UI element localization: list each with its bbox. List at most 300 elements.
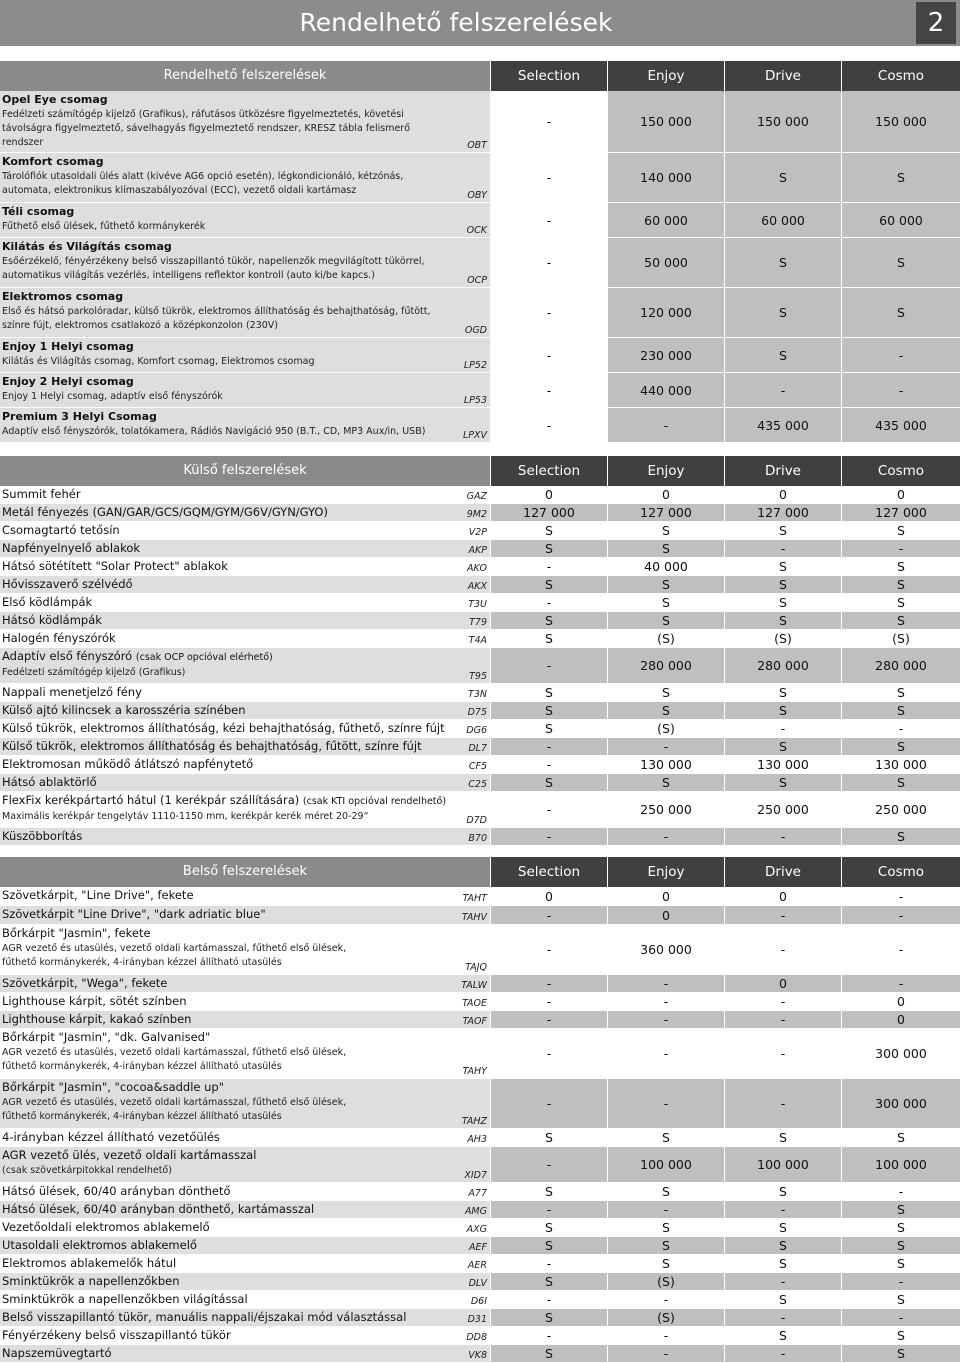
option-code: V2P bbox=[468, 527, 487, 538]
value-cell-cosmo: S bbox=[841, 288, 960, 338]
option-code: TAOE bbox=[462, 998, 487, 1009]
value-cell-drive: 150 000 bbox=[724, 91, 841, 153]
value-cell-cosmo: - bbox=[841, 1309, 960, 1327]
option-code: LP52 bbox=[463, 360, 487, 371]
value-cell-drive: S bbox=[724, 774, 841, 792]
section-header bbox=[0, 857, 960, 887]
value-cell-cosmo: S bbox=[841, 612, 960, 630]
row-description bbox=[0, 486, 490, 504]
value-cell-drive: S bbox=[724, 1129, 841, 1147]
section-title: Rendelhető felszerelések bbox=[0, 61, 490, 91]
option-code: T3U bbox=[468, 599, 487, 610]
item-name: Bőrkárpit "Jasmin", "cocoa&saddle up" bbox=[2, 1080, 225, 1094]
option-code: AXG bbox=[466, 1224, 487, 1235]
item-detail: Fűthető első ülések, fűthető kormánykerék bbox=[2, 221, 206, 232]
value-cell-drive: S bbox=[724, 338, 841, 373]
value-cell-cosmo: - bbox=[841, 887, 960, 906]
value-cell-selection: S bbox=[490, 522, 607, 540]
value-cell-cosmo: 0 bbox=[841, 993, 960, 1011]
value-cell-cosmo: S bbox=[841, 238, 960, 288]
item-name: Hővisszaverő szélvédő bbox=[2, 577, 133, 591]
table-row bbox=[0, 373, 960, 408]
item-name: Lighthouse kárpit, kakaó színben bbox=[2, 1012, 192, 1026]
value-cell-drive: - bbox=[724, 540, 841, 558]
table-row bbox=[0, 91, 960, 153]
value-cell-selection: - bbox=[490, 91, 607, 153]
item-name: Külső tükrök, elektromos állíthatóság, kézi behajthatóság, fűthető, színre fújt bbox=[2, 721, 445, 735]
value-cell-cosmo: S bbox=[841, 522, 960, 540]
value-cell-cosmo: - bbox=[841, 373, 960, 408]
table-row bbox=[0, 594, 960, 612]
value-cell-selection: - bbox=[490, 594, 607, 612]
value-cell-cosmo: S bbox=[841, 1201, 960, 1219]
value-cell-cosmo: 130 000 bbox=[841, 756, 960, 774]
value-cell-selection: S bbox=[490, 684, 607, 702]
option-code: XID7 bbox=[464, 1170, 487, 1181]
value-cell-enjoy: (S) bbox=[607, 1309, 724, 1327]
value-cell-selection: - bbox=[490, 338, 607, 373]
table-row bbox=[0, 1029, 960, 1079]
page-title: Rendelhető felszerelések bbox=[299, 8, 613, 37]
value-cell-enjoy: 440 000 bbox=[607, 373, 724, 408]
value-cell-drive: - bbox=[724, 1309, 841, 1327]
row-description bbox=[0, 1201, 490, 1219]
option-code: TAJQ bbox=[465, 962, 487, 973]
col-drive: Drive bbox=[724, 61, 841, 91]
value-cell-enjoy: 250 000 bbox=[607, 792, 724, 828]
row-description bbox=[0, 558, 490, 576]
value-cell-drive: S bbox=[724, 1327, 841, 1345]
col-selection: Selection bbox=[490, 61, 607, 91]
value-cell-selection: S bbox=[490, 720, 607, 738]
option-code: OBY bbox=[467, 190, 487, 201]
value-cell-cosmo: 300 000 bbox=[841, 1029, 960, 1079]
value-cell-selection: - bbox=[490, 1147, 607, 1183]
table-row bbox=[0, 792, 960, 828]
table-row bbox=[0, 906, 960, 925]
value-cell-enjoy: 120 000 bbox=[607, 288, 724, 338]
item-name: AGR vezető ülés, vezető oldali kartámasszal bbox=[2, 1148, 257, 1162]
col-cosmo: Cosmo bbox=[841, 857, 960, 887]
value-cell-enjoy: 50 000 bbox=[607, 238, 724, 288]
table-row bbox=[0, 1147, 960, 1183]
value-cell-drive: - bbox=[724, 1029, 841, 1079]
table-row bbox=[0, 288, 960, 338]
option-code: LP53 bbox=[463, 395, 487, 406]
item-detail: (csak szövetkárpitokkal rendelhető) bbox=[2, 1165, 172, 1176]
value-cell-selection: - bbox=[490, 993, 607, 1011]
page-header bbox=[0, 0, 960, 46]
value-cell-selection: - bbox=[490, 906, 607, 925]
value-cell-drive: 280 000 bbox=[724, 648, 841, 684]
value-cell-enjoy: 150 000 bbox=[607, 91, 724, 153]
table-row bbox=[0, 203, 960, 238]
value-cell-selection: S bbox=[490, 576, 607, 594]
row-description bbox=[0, 720, 490, 738]
item-name: Metál fényezés (GAN/GAR/GCS/GQM/GYM/G6V/GYN/GYO) bbox=[2, 505, 328, 519]
option-code: TAHV bbox=[461, 912, 487, 923]
item-note: (csak KTI opcióval rendelhető) bbox=[302, 796, 447, 807]
value-cell-selection: S bbox=[490, 1129, 607, 1147]
value-cell-drive: S bbox=[724, 1237, 841, 1255]
section-header bbox=[0, 456, 960, 486]
row-description bbox=[0, 1255, 490, 1273]
col-enjoy: Enjoy bbox=[607, 456, 724, 486]
col-enjoy: Enjoy bbox=[607, 857, 724, 887]
value-cell-enjoy: 130 000 bbox=[607, 756, 724, 774]
value-cell-enjoy: 40 000 bbox=[607, 558, 724, 576]
table-row bbox=[0, 684, 960, 702]
value-cell-cosmo: 280 000 bbox=[841, 648, 960, 684]
item-detail: Fedélzeti számítógép kijelző (Grafikus) bbox=[2, 667, 186, 678]
col-selection: Selection bbox=[490, 857, 607, 887]
value-cell-cosmo: S bbox=[841, 1219, 960, 1237]
value-cell-enjoy: 140 000 bbox=[607, 153, 724, 203]
item-detail: AGR vezető és utasülés, vezető oldali kartámasszal, fűthető első ülések, fűthető kormánykerék, 4-irányban kézzel állítható utasülés bbox=[2, 1097, 347, 1122]
value-cell-selection: - bbox=[490, 756, 607, 774]
table-row bbox=[0, 756, 960, 774]
interior-section bbox=[0, 857, 960, 1363]
value-cell-drive: - bbox=[724, 1201, 841, 1219]
value-cell-cosmo: S bbox=[841, 576, 960, 594]
value-cell-enjoy: - bbox=[607, 1011, 724, 1029]
value-cell-selection: S bbox=[490, 1183, 607, 1201]
table-row bbox=[0, 522, 960, 540]
option-code: T3N bbox=[468, 689, 487, 700]
value-cell-enjoy: S bbox=[607, 774, 724, 792]
table-row bbox=[0, 774, 960, 792]
table-row bbox=[0, 925, 960, 975]
option-code: AKP bbox=[468, 545, 487, 556]
value-cell-drive: S bbox=[724, 684, 841, 702]
value-cell-enjoy: 100 000 bbox=[607, 1147, 724, 1183]
value-cell-drive: S bbox=[724, 594, 841, 612]
item-note: (csak OCP opcióval elérhető) bbox=[135, 652, 273, 663]
value-cell-selection: - bbox=[490, 792, 607, 828]
value-cell-cosmo: - bbox=[841, 1183, 960, 1201]
row-description bbox=[0, 993, 490, 1011]
item-detail: Fedélzeti számítógép kijelző (Grafikus), ráfutásos ütközésre figyelmeztetés, követési távolságra figyelmeztető, sávelhagyás figyelmeztető rendszer, KRESZ tábla felismerő rendszer bbox=[2, 109, 411, 148]
packages-rows bbox=[0, 91, 960, 443]
item-name: Szövetkárpit, "Line Drive", fekete bbox=[2, 888, 194, 902]
option-code: 9M2 bbox=[466, 509, 487, 520]
item-name: Hátsó ködlámpák bbox=[2, 613, 102, 627]
option-code: T4A bbox=[468, 635, 487, 646]
row-description bbox=[0, 373, 490, 408]
item-name: Utasoldali elektromos ablakemelő bbox=[2, 1238, 197, 1252]
item-detail: Enjoy 1 Helyi csomag, adaptív első fényszórók bbox=[2, 391, 223, 402]
row-description bbox=[0, 91, 490, 153]
value-cell-drive: 127 000 bbox=[724, 504, 841, 522]
value-cell-drive: 130 000 bbox=[724, 756, 841, 774]
option-code: OCK bbox=[466, 225, 487, 236]
row-description bbox=[0, 594, 490, 612]
option-code: GAZ bbox=[466, 491, 487, 502]
item-name: Küszöbborítás bbox=[2, 829, 83, 843]
option-code: AER bbox=[467, 1260, 487, 1271]
value-cell-drive: 60 000 bbox=[724, 203, 841, 238]
value-cell-drive: (S) bbox=[724, 630, 841, 648]
value-cell-selection: - bbox=[490, 373, 607, 408]
option-code: TALW bbox=[461, 980, 487, 991]
value-cell-cosmo: - bbox=[841, 925, 960, 975]
value-cell-selection: 127 000 bbox=[490, 504, 607, 522]
option-code: DD8 bbox=[466, 1332, 487, 1343]
item-name: Külső ajtó kilincsek a karosszéria színében bbox=[2, 703, 246, 717]
value-cell-enjoy: S bbox=[607, 594, 724, 612]
value-cell-enjoy: S bbox=[607, 1255, 724, 1273]
item-detail: Adaptív első fényszórók, tolatókamera, Rádiós Navigáció 950 (B.T., CD, MP3 Aux/in, USB) bbox=[2, 426, 426, 437]
value-cell-enjoy: (S) bbox=[607, 630, 724, 648]
option-code: VK8 bbox=[468, 1350, 487, 1361]
value-cell-cosmo: - bbox=[841, 720, 960, 738]
value-cell-selection: - bbox=[490, 408, 607, 443]
value-cell-selection: S bbox=[490, 612, 607, 630]
row-description bbox=[0, 738, 490, 756]
value-cell-cosmo: - bbox=[841, 338, 960, 373]
value-cell-selection: - bbox=[490, 153, 607, 203]
option-code: DL7 bbox=[468, 743, 487, 754]
value-cell-enjoy: S bbox=[607, 612, 724, 630]
value-cell-cosmo: S bbox=[841, 702, 960, 720]
item-name: Elektromosan működő átlátszó napfénytető bbox=[2, 757, 254, 771]
value-cell-drive: S bbox=[724, 702, 841, 720]
item-name: Elektromos ablakemelők hátul bbox=[2, 1256, 177, 1270]
option-code: DLV bbox=[468, 1278, 487, 1289]
item-detail: AGR vezető és utasülés, vezető oldali kartámasszal, fűthető első ülések, fűthető kormánykerék, 4-irányban kézzel állítható utasülés bbox=[2, 943, 347, 968]
value-cell-drive: S bbox=[724, 1291, 841, 1309]
value-cell-selection: - bbox=[490, 288, 607, 338]
table-row bbox=[0, 1327, 960, 1345]
table-row bbox=[0, 1291, 960, 1309]
value-cell-selection: - bbox=[490, 1201, 607, 1219]
option-code: AEF bbox=[469, 1242, 487, 1253]
value-cell-enjoy: 60 000 bbox=[607, 203, 724, 238]
value-cell-cosmo: S bbox=[841, 738, 960, 756]
row-description bbox=[0, 975, 490, 993]
value-cell-cosmo: 127 000 bbox=[841, 504, 960, 522]
section-header bbox=[0, 61, 960, 91]
item-name: Komfort csomag bbox=[2, 155, 104, 168]
item-name: Szövetkárpit, "Wega", fekete bbox=[2, 976, 168, 990]
item-name: Adaptív első fényszóró (csak OCP opcióval elérhető) bbox=[2, 649, 273, 663]
value-cell-enjoy: 280 000 bbox=[607, 648, 724, 684]
row-description bbox=[0, 887, 490, 906]
row-description bbox=[0, 1309, 490, 1327]
value-cell-cosmo: S bbox=[841, 1237, 960, 1255]
row-description bbox=[0, 1011, 490, 1029]
col-enjoy: Enjoy bbox=[607, 61, 724, 91]
value-cell-selection: 0 bbox=[490, 486, 607, 504]
item-name: Napszemüvegtartó bbox=[2, 1346, 112, 1360]
value-cell-selection: S bbox=[490, 1345, 607, 1363]
value-cell-drive: S bbox=[724, 612, 841, 630]
value-cell-cosmo: 150 000 bbox=[841, 91, 960, 153]
row-description bbox=[0, 288, 490, 338]
option-code: CF5 bbox=[468, 761, 487, 772]
value-cell-enjoy: 0 bbox=[607, 486, 724, 504]
option-code: TAOF bbox=[462, 1016, 487, 1027]
value-cell-enjoy: S bbox=[607, 702, 724, 720]
item-name: Hátsó ülések, 60/40 arányban dönthető, kartámasszal bbox=[2, 1202, 315, 1216]
value-cell-enjoy: - bbox=[607, 408, 724, 443]
value-cell-selection: - bbox=[490, 558, 607, 576]
value-cell-drive: 250 000 bbox=[724, 792, 841, 828]
row-description bbox=[0, 612, 490, 630]
value-cell-cosmo: 250 000 bbox=[841, 792, 960, 828]
value-cell-drive: 0 bbox=[724, 975, 841, 993]
value-cell-cosmo: 100 000 bbox=[841, 1147, 960, 1183]
row-description bbox=[0, 1327, 490, 1345]
value-cell-drive: S bbox=[724, 576, 841, 594]
table-row bbox=[0, 1255, 960, 1273]
table-row bbox=[0, 1273, 960, 1291]
row-description bbox=[0, 238, 490, 288]
item-detail: Tárolófiók utasoldali ülés alatt (kivéve AG6 opció esetén), légkondicionáló, kétzónás, automata, elektronikus klímaszabályozóval (ECC), vezető oldali kartámasz bbox=[2, 171, 404, 196]
value-cell-drive: - bbox=[724, 925, 841, 975]
item-name: Sminktükrök a napellenzőkben bbox=[2, 1274, 180, 1288]
value-cell-drive: - bbox=[724, 720, 841, 738]
table-row bbox=[0, 1079, 960, 1129]
col-drive: Drive bbox=[724, 456, 841, 486]
value-cell-enjoy: (S) bbox=[607, 1273, 724, 1291]
row-description bbox=[0, 408, 490, 443]
value-cell-selection: 0 bbox=[490, 887, 607, 906]
value-cell-enjoy: 0 bbox=[607, 906, 724, 925]
item-name: Belső visszapillantó tükör, manuális nappali/éjszakai mód választással bbox=[2, 1310, 407, 1324]
col-cosmo: Cosmo bbox=[841, 61, 960, 91]
value-cell-drive: S bbox=[724, 238, 841, 288]
value-cell-cosmo: - bbox=[841, 1273, 960, 1291]
value-cell-drive: - bbox=[724, 1011, 841, 1029]
value-cell-cosmo: S bbox=[841, 1345, 960, 1363]
value-cell-selection: - bbox=[490, 1255, 607, 1273]
col-drive: Drive bbox=[724, 857, 841, 887]
item-detail: Első és hátsó parkolóradar, külső tükrök, elektromos állíthatóság és behajthatóság, fűtött, színre fújt, elektromos csatlakozó a középkonzolon (230V) bbox=[2, 306, 431, 331]
row-description bbox=[0, 1219, 490, 1237]
table-row bbox=[0, 238, 960, 288]
value-cell-drive: S bbox=[724, 1255, 841, 1273]
row-description bbox=[0, 153, 490, 203]
option-code: DG6 bbox=[466, 725, 487, 736]
value-cell-selection: - bbox=[490, 203, 607, 238]
option-code: TAHY bbox=[462, 1066, 487, 1077]
option-code: C25 bbox=[468, 779, 487, 790]
item-name: Sminktükrök a napellenzőkben világítással bbox=[2, 1292, 248, 1306]
item-detail: Kilátás és Világítás csomag, Komfort csomag, Elektromos csomag bbox=[2, 356, 315, 367]
value-cell-drive: S bbox=[724, 1183, 841, 1201]
value-cell-selection: S bbox=[490, 1237, 607, 1255]
page-number: 2 bbox=[916, 2, 956, 44]
option-code: D75 bbox=[467, 707, 487, 718]
row-description bbox=[0, 1291, 490, 1309]
col-selection: Selection bbox=[490, 456, 607, 486]
row-description bbox=[0, 576, 490, 594]
value-cell-drive: S bbox=[724, 153, 841, 203]
table-row bbox=[0, 1129, 960, 1147]
table-row bbox=[0, 630, 960, 648]
row-description bbox=[0, 684, 490, 702]
value-cell-drive: S bbox=[724, 522, 841, 540]
value-cell-drive: S bbox=[724, 738, 841, 756]
value-cell-enjoy: S bbox=[607, 684, 724, 702]
value-cell-cosmo: 300 000 bbox=[841, 1079, 960, 1129]
row-description bbox=[0, 203, 490, 238]
option-code: AMG bbox=[464, 1206, 487, 1217]
row-description bbox=[0, 1237, 490, 1255]
item-name: Enjoy 1 Helyi csomag bbox=[2, 340, 134, 353]
item-name: Bőrkárpit "Jasmin", fekete bbox=[2, 926, 151, 940]
value-cell-drive: 0 bbox=[724, 486, 841, 504]
value-cell-enjoy: S bbox=[607, 576, 724, 594]
value-cell-drive: - bbox=[724, 373, 841, 408]
option-code: T79 bbox=[469, 617, 487, 628]
item-name: Halogén fényszórók bbox=[2, 631, 116, 645]
item-name: Lighthouse kárpit, sötét színben bbox=[2, 994, 187, 1008]
option-code: LPXV bbox=[462, 430, 487, 441]
value-cell-drive: - bbox=[724, 1273, 841, 1291]
row-description bbox=[0, 756, 490, 774]
value-cell-enjoy: S bbox=[607, 522, 724, 540]
item-detail: Maximális kerékpár tengelytáv 1110-1150 mm, kerékpár kerék méret 20-29“ bbox=[2, 811, 369, 822]
option-code: AKO bbox=[467, 563, 487, 574]
table-row bbox=[0, 486, 960, 504]
option-code: TAHZ bbox=[461, 1116, 487, 1127]
item-name: Premium 3 Helyi Csomag bbox=[2, 410, 157, 423]
table-row bbox=[0, 993, 960, 1011]
item-detail: Esőérzékelő, fényérzékeny belső visszapillantó tükör, napellenzők megvilágított tükörrel, automatikus világítás vezérlés, intelligens reflektor kontroll (auto ki/be kapcs.) bbox=[2, 256, 425, 281]
value-cell-cosmo: 0 bbox=[841, 1011, 960, 1029]
item-name: Kilátás és Világítás csomag bbox=[2, 240, 172, 253]
value-cell-cosmo: S bbox=[841, 1255, 960, 1273]
row-description bbox=[0, 338, 490, 373]
item-name: Vezetőoldali elektromos ablakemelő bbox=[2, 1220, 210, 1234]
value-cell-enjoy: - bbox=[607, 1345, 724, 1363]
value-cell-enjoy: 230 000 bbox=[607, 338, 724, 373]
value-cell-cosmo: - bbox=[841, 540, 960, 558]
value-cell-cosmo: S bbox=[841, 594, 960, 612]
table-row bbox=[0, 576, 960, 594]
value-cell-drive: S bbox=[724, 558, 841, 576]
value-cell-enjoy: (S) bbox=[607, 720, 724, 738]
value-cell-enjoy: S bbox=[607, 1237, 724, 1255]
value-cell-cosmo: 60 000 bbox=[841, 203, 960, 238]
exterior-rows bbox=[0, 486, 960, 846]
col-cosmo: Cosmo bbox=[841, 456, 960, 486]
option-code: OGD bbox=[464, 325, 487, 336]
row-description bbox=[0, 1183, 490, 1201]
row-description bbox=[0, 774, 490, 792]
item-name: Csomagtartó tetősín bbox=[2, 523, 120, 537]
row-description bbox=[0, 504, 490, 522]
option-code: D31 bbox=[467, 1314, 487, 1325]
table-row bbox=[0, 153, 960, 203]
value-cell-enjoy: - bbox=[607, 1029, 724, 1079]
row-description bbox=[0, 792, 490, 828]
value-cell-enjoy: - bbox=[607, 828, 724, 846]
value-cell-enjoy: S bbox=[607, 1183, 724, 1201]
item-name: Hátsó ülések, 60/40 arányban dönthető bbox=[2, 1184, 231, 1198]
item-detail: AGR vezető és utasülés, vezető oldali kartámasszal, fűthető első ülések, fűthető kormánykerék, 4-irányban kézzel állítható utasülés bbox=[2, 1047, 347, 1072]
option-code: B70 bbox=[468, 833, 487, 844]
row-description bbox=[0, 1029, 490, 1079]
option-code: OCP bbox=[467, 275, 487, 286]
value-cell-enjoy: S bbox=[607, 540, 724, 558]
value-cell-drive: - bbox=[724, 1345, 841, 1363]
table-row bbox=[0, 504, 960, 522]
item-name: Bőrkárpit "Jasmin", "dk. Galvanised" bbox=[2, 1030, 211, 1044]
value-cell-cosmo: S bbox=[841, 153, 960, 203]
